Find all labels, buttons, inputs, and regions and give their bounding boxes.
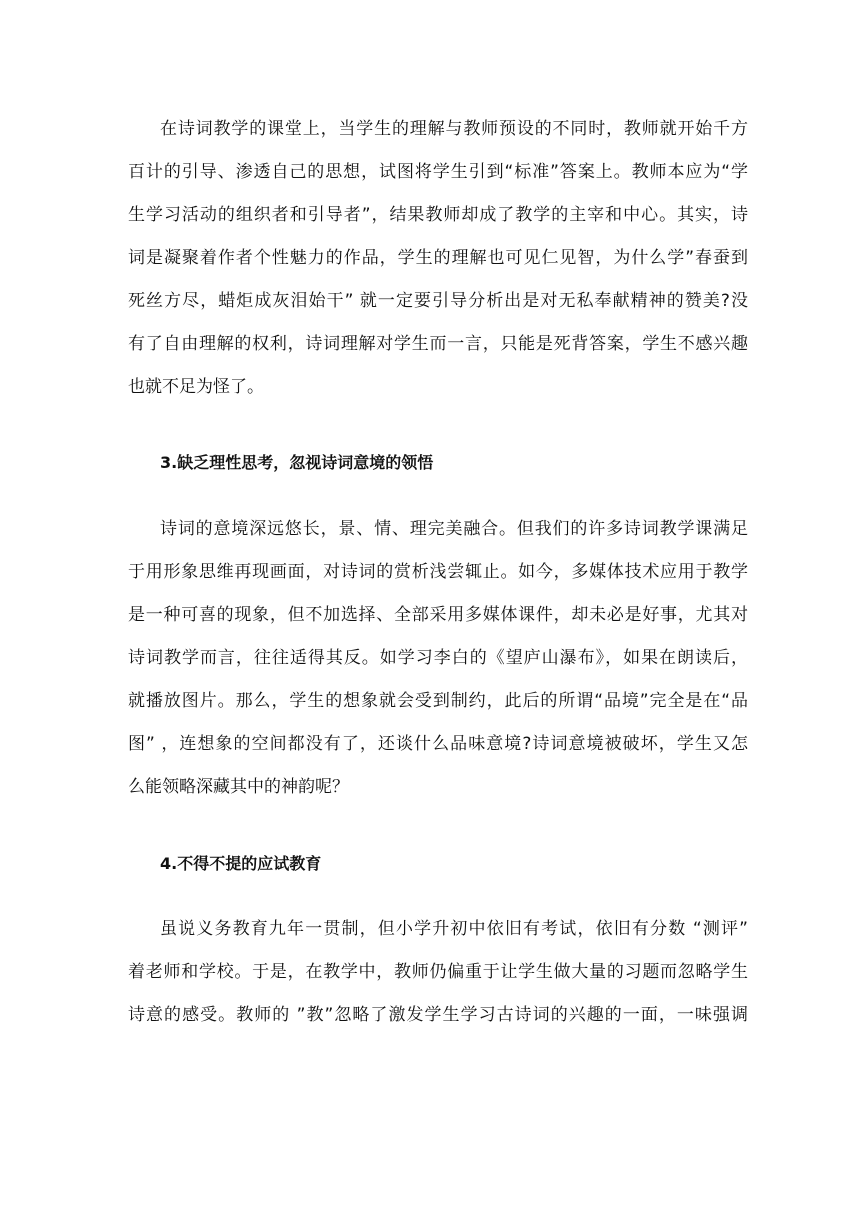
paragraph-line: 词是凝聚着作者个性魅力的作品，学生的理解也可见仁见智，为什么学”春蚕到 [128,248,748,268]
paragraph-line: 有了自由理解的权利，诗词理解对学生而一言，只能是死背答案，学生不感兴趣 [128,334,748,354]
paragraph-line: 虽说义务教育九年一贯制，但小学升初中依旧有考试，依旧有分数 “测评” [160,919,748,939]
paragraph-line: 诗意的感受。教师的 ”教”忽略了激发学生学习古诗词的兴趣的一面，一味强调 [128,1005,748,1025]
paragraph-line: 就播放图片。那么，学生的想象就会受到制约，此后的所谓“品境”完全是在“品 [128,691,748,711]
paragraph-line: 是一种可喜的现象，但不加选择、全部采用多媒体课件，却未必是好事，尤其对 [128,605,748,625]
paragraph-line: 于用形象思维再现画面，对诗词的赏析浅尝辄止。如今，多媒体技术应用于教学 [128,562,748,582]
paragraph-line: 百计的引导、渗透自己的思想，试图将学生引到“标准”答案上。教师本应为“学 [128,162,748,182]
section-heading-3: 3.缺乏理性思考，忽视诗词意境的领悟 [160,453,434,472]
paragraph-line: 在诗词教学的课堂上，当学生的理解与教师预设的不同时，教师就开始千方 [160,119,748,139]
paragraph-line: 死丝方尽，蜡炬成灰泪始干” 就一定要引导分析出是对无私奉献精神的赞美?没 [128,291,748,311]
paragraph-line: 诗词的意境深远悠长，景、情、理完美融合。但我们的许多诗词教学课满足 [160,519,748,539]
paragraph-line: 着老师和学校。于是，在教学中，教师仍偏重于让学生做大量的习题而忽略学生 [128,962,748,982]
section-heading-4: 4.不得不提的应试教育 [160,854,322,873]
paragraph-line: 也就不足为怪了。 [128,377,264,397]
paragraph-line: 诗词教学而言，往往适得其反。如学习李白的《望庐山瀑布》，如果在朗读后， [128,648,748,668]
paragraph-line: 生学习活动的组织者和引导者”，结果教师却成了教学的主宰和中心。其实，诗 [128,205,748,225]
paragraph-line: 么能领略深藏其中的神韵呢？ [128,777,349,797]
paragraph-line: 图” ，连想象的空间都没有了，还谈什么品味意境?诗词意境被破坏，学生又怎 [128,734,748,754]
